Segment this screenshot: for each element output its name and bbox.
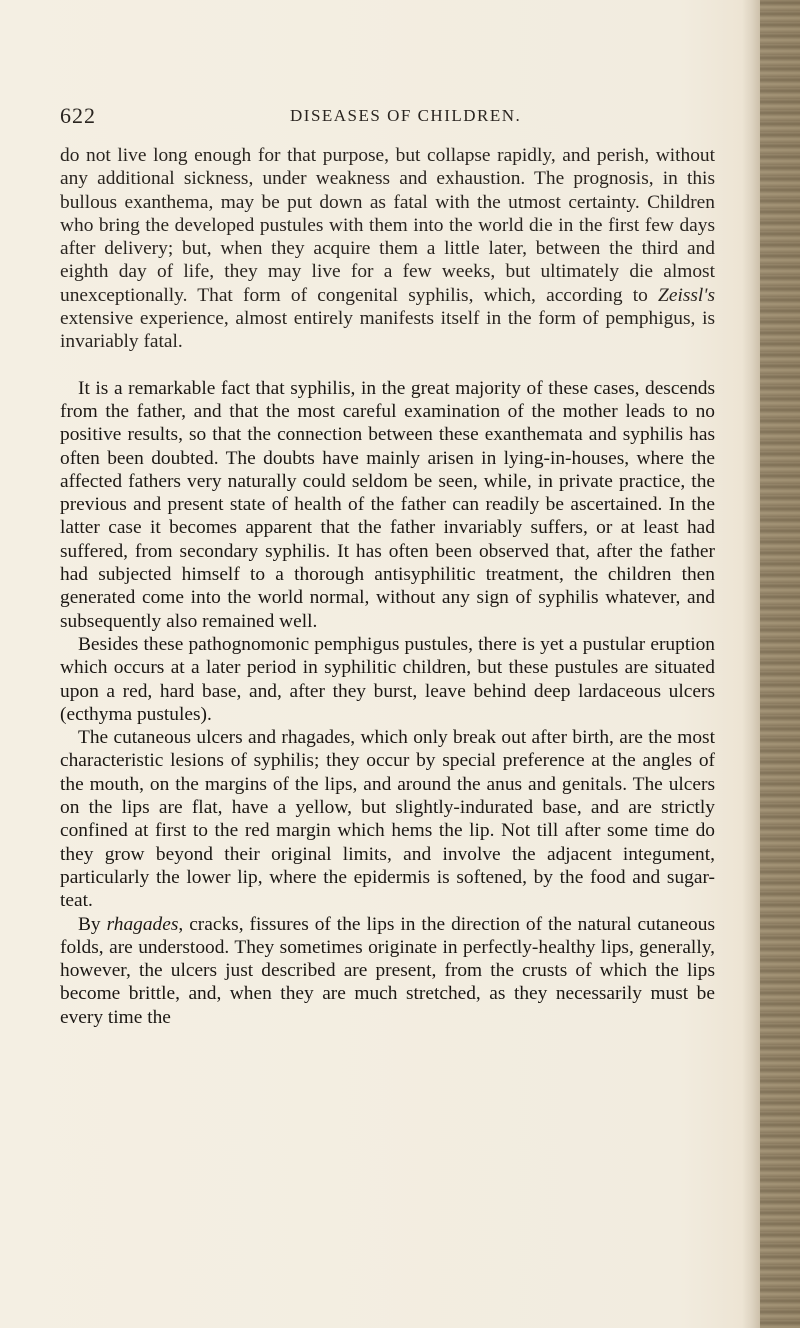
paragraph-5 [60,913,715,1029]
paragraph-3-text: Besides these pathognomonic pemphigus pustules, there is yet a pustular eruption which occurs at a later period in syphilitic children, but these pustules are situated upon a red, hard base, and, after they burst, leave behind deep lardaceous ulcers (ecthyma pustules). [60,633,715,725]
paragraph-1-italic: Zeissl's [658,284,715,306]
paragraph-4 [60,726,715,912]
paragraph-2 [60,377,715,633]
gutter-shadow [742,0,760,1328]
running-head: DISEASES OF CHILDREN. [290,106,522,125]
page-header [60,103,720,133]
paragraph-1-text: do not live long enough for that purpose, but collapse rapidly, and perish, without any additional sickness, under weakness and exhaustion. The prognosis, in this bullous exanthema, may be put down as fatal with the utmost certainty. Children who bring the developed pustules with them into the world die in the first few days after delivery; but, when they acquire them a little later, between the third and eighth day of life, they may live for a few weeks, but ultimately die almost unexceptionally. That form of congenital syphilis, which, according to [60,145,715,306]
paragraph-2-text: It is a remarkable fact that syphilis, in the great majority of these cases, descends from the father, and that the most careful examination of the mother leads to no positive results, so that the connection between these exanthemata and syphilis has often been doubted. The doubts have mainly arisen in lying-in-houses, where the affected fathers very naturally could seldom be seen, while, in private practice, the previous and present state of health of the father can readily be ascertained. In the latter case it becomes apparent that the father invariably suffers, or at least had suffered, from secondary syphilis. It has often been observed that, after the father had subjected himself to a thorough antisyphilitic treatment, the children then generated come into the world normal, without any sign of syphilis whatever, and subsequently also remained well. [60,377,715,632]
paragraph-3 [60,633,715,726]
body-text [60,144,715,1029]
paragraph-4-text: The cutaneous ulcers and rhagades, which only break out after birth, are the most characteristic lesions of syphilis; they occur by special preference at the angles of the mouth, on the margins of the lips, and around the anus and genitals. The ulcers on the lips are flat, have a yellow, but slightly-indurated base, and are strictly confined at first to the red margin which hems the lip. Not till after some time do they grow beyond their original limits, and involve the adjacent integument, particularly the lower lip, where the epidermis is softened, by the food and sugar-teat. [60,727,715,912]
paragraph-5-text-after: , cracks, fissures of the lips in the direction of the natural cutaneous folds, are understood. They sometimes originate in perfectly-healthy lips, generally, however, the ulcers just described are present, from the crusts of which the lips become brittle, and, when they are much stretched, as they necessarily must be every time the [60,913,715,1028]
page-number: 622 [60,103,96,128]
page-edge [760,0,800,1328]
paragraph-5-italic: rhagades [106,913,179,935]
paragraph-1 [60,144,715,354]
paragraph-5-text-before: By [78,913,107,935]
paragraph-1-text-after: extensive experience, almost entirely manifests itself in the form of pemphigus, is invariably fatal. [60,308,715,353]
